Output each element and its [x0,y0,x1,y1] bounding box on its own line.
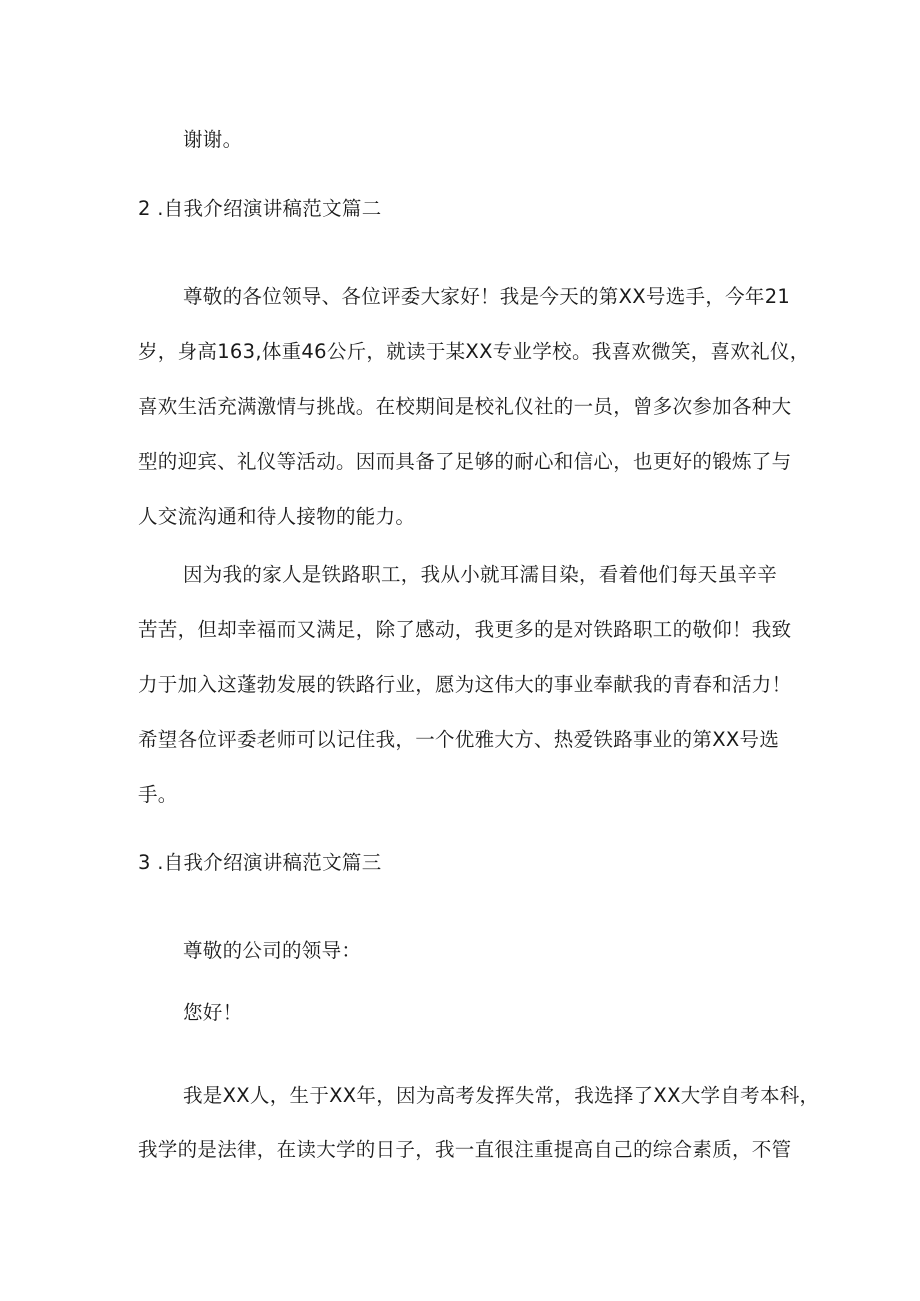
para-family-line-1: 因为我的家人是铁路职工，我从小就耳濡目染，看着他们每天虽辛辛 [183,563,778,586]
para-intro-line-4: 型的迎宾、礼仪等活动。因而具备了足够的耐心和信心，也更好的锻炼了与 [138,450,792,473]
para-background-line-1: 我是XX人，生于XX年，因为高考发挥失常，我选择了XX大学自考本科， [183,1084,820,1107]
para-salutation-line-1: 尊敬的公司的领导： [183,939,362,962]
para-intro-line-2: 岁，身高163,体重46公斤，就读于某XX专业学校。我喜欢微笑，喜欢礼仪， [138,340,810,363]
para-family-line-5: 手。 [138,783,178,806]
para-thanks-line-1: 谢谢。 [183,128,243,151]
para-family-line-4: 希望各位评委老师可以记住我，一个优雅大方、热爱铁路事业的第XX号选 [138,728,780,751]
para-intro-line-3: 喜欢生活充满激情与挑战。在校期间是校礼仪社的一员，曾多次参加各种大 [138,395,792,418]
para-background-line-2: 我学的是法律，在读大学的日子，我一直很注重提高自己的综合素质，不管 [138,1138,792,1161]
para-family-line-3: 力于加入这蓬勃发展的铁路行业，愿为这伟大的事业奉献我的青春和活力！ [138,673,792,696]
section-heading-3: 3 .自我介绍演讲稿范文篇三 [138,851,382,874]
para-family-line-2: 苦苦，但却幸福而又满足，除了感动，我更多的是对铁路职工的敬仰！我致 [138,618,792,641]
para-greeting-line-1: 您好！ [183,1001,243,1024]
para-intro-line-1: 尊敬的各位领导、各位评委大家好！我是今天的第XX号选手，今年21 [183,285,791,308]
para-intro-line-5: 人交流沟通和待人接物的能力。 [138,505,416,528]
section-heading-2: 2 .自我介绍演讲稿范文篇二 [138,197,382,220]
